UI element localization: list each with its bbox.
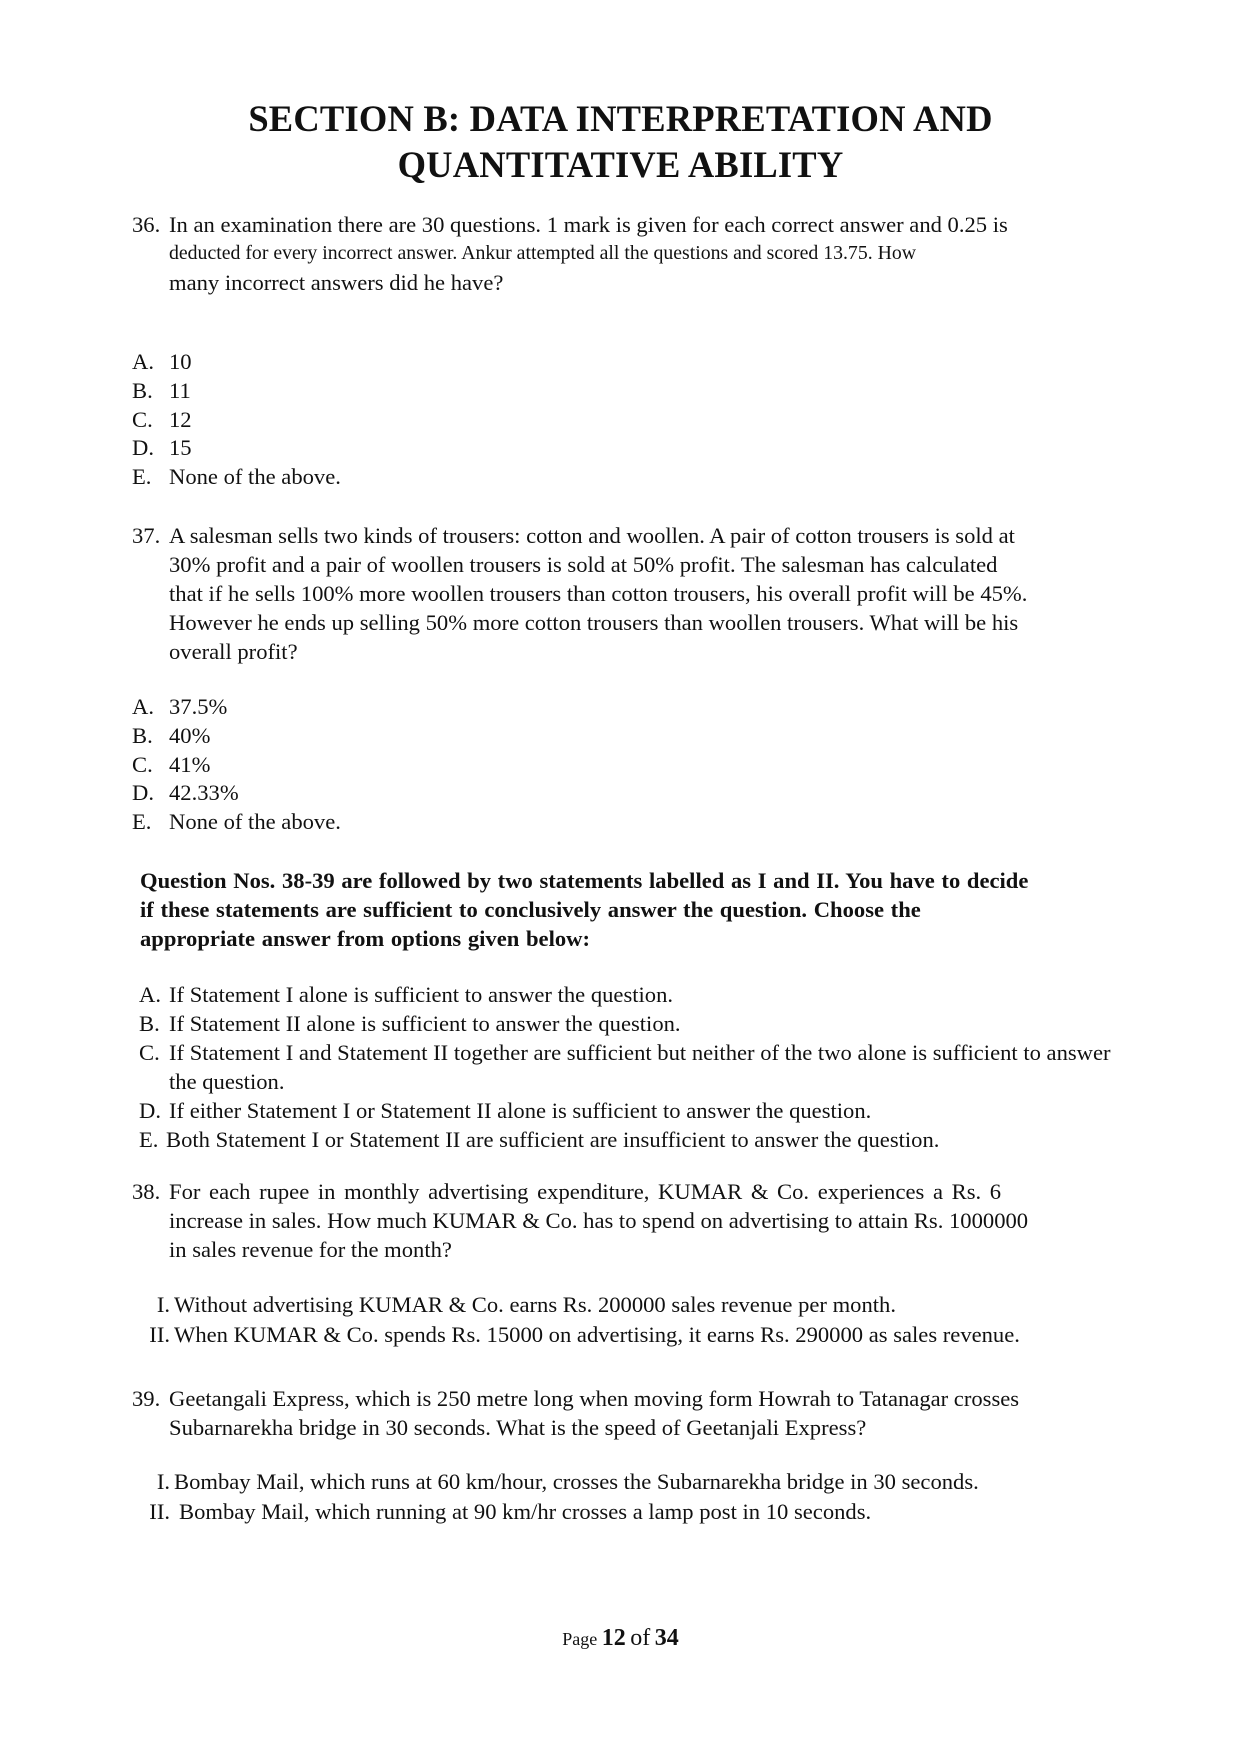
option-letter: D. (132, 435, 154, 461)
choice-text: If Statement II alone is sufficient to answer the question. (169, 1011, 681, 1036)
option-letter: E. (132, 809, 152, 835)
choice-letter: C. (139, 1040, 160, 1065)
statement-text: When KUMAR & Co. spends Rs. 15000 on advertising, it earns Rs. 290000 as sales revenue. (174, 1322, 1020, 1347)
option-text: None of the above. (169, 464, 341, 490)
statement-text: Bombay Mail, which running at 90 km/hr crosses a lamp post in 10 seconds. (179, 1499, 872, 1524)
statement-label: II. (149, 1499, 170, 1524)
statement-label: II. (149, 1322, 170, 1347)
option-text: 37.5% (169, 694, 228, 719)
choice-text: If Statement I and Statement II together are sufficient but neither of the two alone is sufficient to answer the question. (169, 1040, 1111, 1094)
choice-letter: E. (139, 1127, 159, 1152)
section-title-line-1: SECTION B: DATA INTERPRETATION AND (248, 98, 993, 139)
choice-letter: B. (139, 1011, 160, 1036)
instruction-line: if these statements are sufficient to conclusively answer the question. Choose the (140, 897, 921, 922)
option-letter: D. (132, 780, 154, 806)
option-letter: E. (132, 464, 152, 490)
answer-choice-b (139, 1009, 1139, 1038)
option-text: 42.33% (169, 780, 239, 806)
question-line: in sales revenue for the month? (169, 1237, 452, 1262)
statement-ii (145, 1497, 1145, 1527)
choice-letter: D. (139, 1098, 161, 1123)
question-line: In an examination there are 30 questions. 1 mark is given for each correct answer and 0.25 is (169, 212, 1008, 237)
question-text (169, 1177, 1132, 1264)
question-line: deducted for every incorrect answer. Ankur attempted all the questions and scored 13.75. How (169, 242, 917, 264)
question-line: However he ends up selling 50% more cotton trousers than woollen trousers. What will be his (169, 610, 1019, 635)
question-line: For each rupee in monthly advertising expenditure, KUMAR & Co. experiences a Rs. 6 (169, 1179, 1002, 1204)
answer-choice-d (139, 1096, 1139, 1125)
question-line: Geetangali Express, which is 250 metre long when moving form Howrah to Tatanagar crosses (169, 1386, 1020, 1411)
option-text: 12 (169, 406, 192, 432)
question-line: overall profit? (169, 639, 298, 664)
option-letter: A. (132, 694, 154, 719)
option-letter: C. (132, 406, 153, 432)
question-39 (132, 1384, 1132, 1442)
question-text (169, 1384, 1132, 1442)
question-line: increase in sales. How much KUMAR & Co. has to spend on advertising to attain Rs. 1000000 (169, 1208, 1029, 1233)
question-line: Subarnarekha bridge in 30 seconds. What is the speed of Geetanjali Express? (169, 1415, 867, 1440)
question-number: 38. (132, 1179, 161, 1204)
option-letter: B. (132, 722, 153, 748)
option-text: 40% (169, 722, 211, 748)
question-number: 39. (132, 1386, 161, 1411)
question-38-statements (145, 1290, 1145, 1350)
page-word: Page (562, 1629, 598, 1649)
instruction-line: Question Nos. 38-39 are followed by two statements labelled as I and II. You have to decide (140, 868, 1029, 893)
option-text: None of the above. (169, 809, 341, 835)
answer-choice-e (139, 1125, 1139, 1154)
answer-choices (139, 980, 1139, 1154)
section-title-line-2: QUANTITATIVE ABILITY (397, 144, 844, 185)
choice-text: If either Statement I or Statement II alone is sufficient to answer the question. (169, 1098, 872, 1123)
option-text: 11 (169, 377, 191, 403)
statement-text: Bombay Mail, which runs at 60 km/hour, crosses the Subarnarekha bridge in 30 seconds. (174, 1469, 979, 1494)
answer-choice-c (139, 1038, 1129, 1096)
question-line: many incorrect answers did he have? (169, 270, 504, 295)
option-text: 15 (169, 435, 192, 461)
question-text (169, 521, 1132, 666)
page-of-word: of (630, 1625, 651, 1651)
choice-text: If Statement I alone is sufficient to answer the question. (169, 982, 674, 1007)
statement-text: Without advertising KUMAR & Co. earns Rs. 200000 sales revenue per month. (174, 1292, 896, 1317)
option-letter: B. (132, 377, 153, 403)
question-number: 36. (132, 212, 161, 237)
choice-letter: A. (139, 982, 161, 1007)
page-total: 34 (654, 1625, 679, 1651)
statement-label: I. (156, 1469, 170, 1494)
instructions-38-39 (140, 866, 1140, 953)
statement-i (145, 1467, 1145, 1497)
section-title (0, 96, 1241, 188)
statement-ii (145, 1320, 1145, 1350)
question-text (169, 210, 1132, 297)
option-letter: A. (132, 349, 154, 374)
answer-choice-a (139, 980, 1139, 1009)
question-38 (132, 1177, 1132, 1264)
question-39-statements (145, 1467, 1145, 1527)
statement-i (145, 1290, 1145, 1320)
question-line: 30% profit and a pair of woollen trousers is sold at 50% profit. The salesman has calculated (169, 552, 998, 577)
choice-text: Both Statement I or Statement II are sufficient are insufficient to answer the question. (166, 1127, 940, 1152)
question-line: that if he sells 100% more woollen trousers than cotton trousers, his overall profit will be 45%. (169, 581, 1028, 606)
question-37 (132, 521, 1132, 666)
page-footer (0, 1625, 1241, 1652)
option-letter: C. (132, 751, 153, 777)
question-36 (132, 210, 1132, 297)
statement-label: I. (156, 1292, 170, 1317)
instruction-line: appropriate answer from options given below: (140, 926, 590, 951)
page-current: 12 (601, 1625, 626, 1651)
option-text: 41% (169, 751, 211, 777)
question-line: A salesman sells two kinds of trousers: cotton and woollen. A pair of cotton trousers is sold at (169, 523, 1015, 548)
option-text: 10 (169, 349, 192, 374)
question-number: 37. (132, 523, 161, 548)
